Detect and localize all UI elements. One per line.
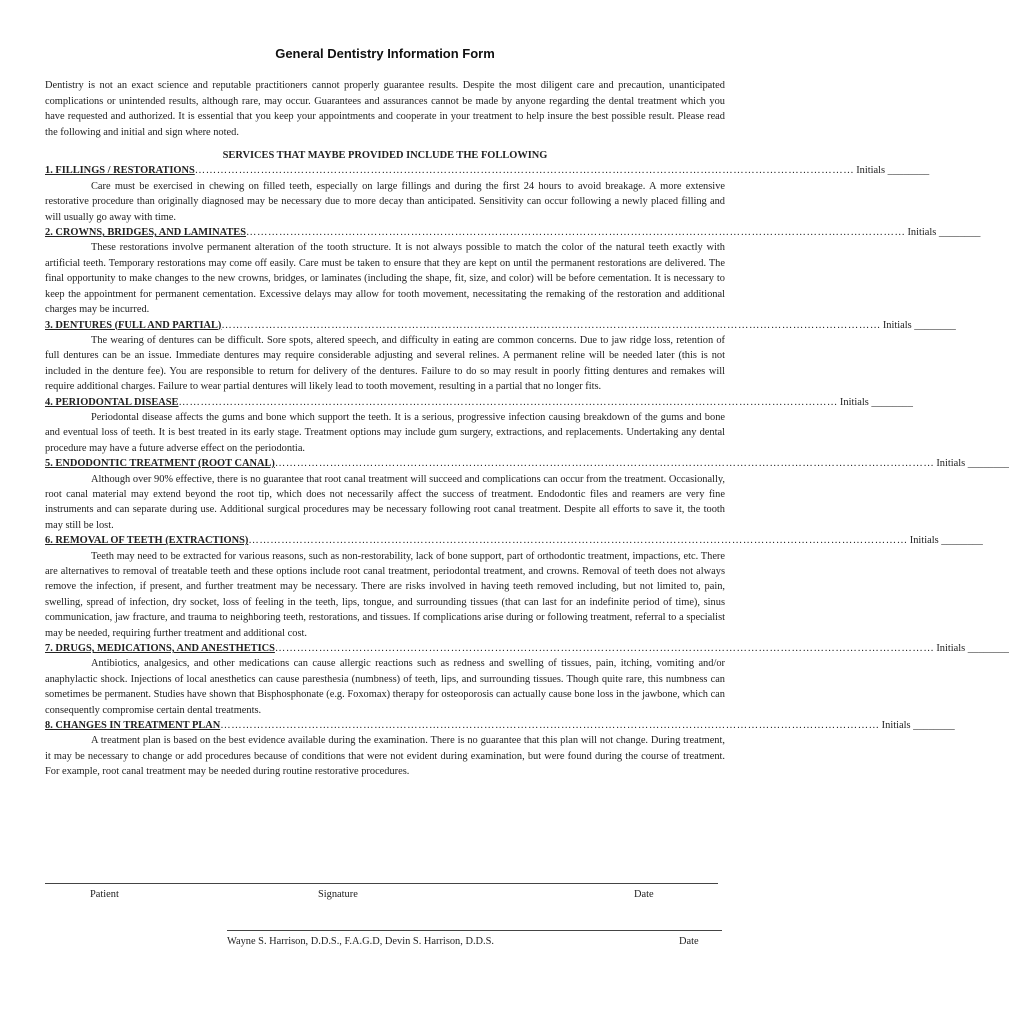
section-body: These restorations involve permanent alteration of the tooth structure. It is not always possible to match the color of the natural teeth exactly with artificial teeth. Temporary restorations may come off easily. Care must be taken to ensure that they are kept on until the permanent restorations are delivered. The final opportunity to make changes to the new crowns, bridges, or laminates (including the shape, fit, size, and color) will be before cementation. It is necessary to keep the appointment for permanent cementation. Excessive delays may allow for tooth movement, necessitating the remaking of the restoration and additional charges may be incurred. (45, 242, 725, 316)
section-heading: 1. FILLINGS / RESTORATIONS (45, 165, 195, 177)
section-heading: 4. PERIODONTAL DISEASE (45, 396, 179, 408)
patient-signature-line[interactable] (45, 883, 718, 884)
initials-field[interactable]: Initials ________ (881, 720, 955, 732)
section (45, 395, 913, 457)
section-heading: 6. REMOVAL OF TEETH (EXTRACTIONS) (45, 535, 249, 547)
section-heading: 3. DENTURES (FULL AND PARTIAL) (45, 319, 222, 331)
dot-leader: ……………………………………………………………………………………………………………………………………………………………… (274, 643, 935, 655)
dot-leader: ……………………………………………………………………………………………………………………………………………………………… (221, 319, 881, 331)
section (45, 456, 1009, 533)
initials-field[interactable]: Initials ________ (909, 535, 983, 547)
doctor-date-label: Date (679, 936, 699, 947)
dot-leader: ……………………………………………………………………………………………………………………………………………………………… (178, 396, 838, 408)
services-heading: SERVICES THAT MAYBE PROVIDED INCLUDE THE FOLLOWING (222, 150, 548, 162)
section (45, 163, 930, 225)
section-heading: 5. ENDODONTIC TREATMENT (ROOT CANAL) (45, 458, 275, 470)
section-heading-row (45, 318, 956, 333)
section-heading-row (45, 163, 930, 178)
section (45, 718, 955, 780)
initials-field[interactable]: Initials ________ (856, 165, 930, 177)
intro-paragraph: Dentistry is not an exact science and reputable practitioners cannot properly guarantee results. Despite the most diligent care and precaution, unanticipated complications or unintended results, although rare, may occur. Guarantees and assurances cannot be made by anyone regarding the dental treatment which you have requested and authorized. It is essential that you keep your appointments and cooperate in your treatment to help insure the best possible result. Please read the following and initial and sign where noted. (45, 80, 725, 138)
section-body: Antibiotics, analgesics, and other medications can cause allergic reactions such as redness and swelling of tissues, pain, itching, vomiting and/or anaphylactic shock. Injections of local anesthetics can cause paresthesia (numbness) of teeth, lips, and surrounding tissues. Though quite rare, this numbness can sometimes be permanent. Studies have shown that Bisphosphonate (e.g. Foxomax) therapy for osteoporosis can actually cause bone loss in the jawbone, which can consequently compromise certain dental treatments. (45, 658, 725, 716)
initials-field[interactable]: Initials ________ (839, 396, 913, 408)
section-body: Although over 90% effective, there is no guarantee that root canal treatment will succeed and complications can occur from the treatment. Occasionally, root canal material may extend beyond the root tip, which does not necessarily affect the success of treatment. Endodontic files and reamers are very fine instruments and can separate during use. Additional surgical procedures may be necessary following root canal treatment. Despite all efforts to save it, the tooth may still be lost. (45, 473, 725, 531)
dot-leader: ……………………………………………………………………………………………………………………………………………………………… (246, 227, 906, 239)
section-heading-row (45, 533, 983, 548)
section (45, 533, 983, 641)
section-body: A treatment plan is based on the best evidence available during the examination. There is no guarantee that this plan will not change. During treatment, it may be necessary to change or add procedures because of conditions that were not evident during examination, but were found during the course of treatment. For example, root canal treatment may be needed during routine restorative procedures. (45, 735, 725, 778)
dot-leader: ……………………………………………………………………………………………………………………………………………………………… (220, 720, 880, 732)
section-body: The wearing of dentures can be difficult. Sore spots, altered speech, and difficulty in eating are common concerns. Due to jaw ridge loss, retention of full dentures can be an issue. Immediate dentures may require considerable adjusting and several relines. A permanent reline will be needed later (this is not included in the denture fee). You are responsible to return for delivery of the dentures. Failure to do so may result in poorly fitting dentures and remakes will require additional charges. Failure to wear partial dentures will likely lead to tooth movement, resulting in a partial that no longer fits. (45, 334, 725, 393)
section-heading: 2. CROWNS, BRIDGES, AND LAMINATES (45, 227, 247, 239)
section (45, 318, 956, 395)
initials-field[interactable]: Initials ________ (907, 227, 981, 239)
section-heading-row (45, 395, 913, 410)
dot-leader: ……………………………………………………………………………………………………………………………………………………………… (248, 535, 908, 547)
section-body: Periodontal disease affects the gums and bone which support the teeth. It is a serious, progressive infection causing breakdown of the gums and bone and eventual loss of teeth. It is best treated in its early stage. Treatment options may include gum surgery, extractions, and replacements. Undertaking any dental procedure may have a future adverse effect on the periodontia. (45, 411, 725, 454)
date-label: Date (634, 889, 654, 900)
section-heading-row (45, 225, 981, 240)
signature-label: Signature (318, 889, 358, 900)
section (45, 225, 981, 317)
form-page (45, 46, 1009, 780)
dot-leader: ……………………………………………………………………………………………………………………………………………………………… (194, 165, 855, 177)
patient-label: Patient (90, 889, 119, 900)
initials-field[interactable]: Initials ________ (936, 458, 1009, 470)
section-heading: 8. CHANGES IN TREATMENT PLAN (45, 720, 221, 732)
section-heading: 7. DRUGS, MEDICATIONS, AND ANESTHETICS (45, 643, 275, 655)
section-body: Care must be exercised in chewing on filled teeth, especially on large fillings and during the first 24 hours to avoid breakage. A more extensive restorative procedure than originally diagnosed may be necessary due to more decay than anticipated. Sensitivity can occur following a newly placed filling and will usually go away with time. (45, 180, 725, 223)
section-heading-row (45, 718, 955, 733)
section-heading-row (45, 641, 1009, 656)
section-heading-row (45, 456, 1009, 471)
section (45, 641, 1009, 718)
section-body: Teeth may need to be extracted for various reasons, such as non-restorability, lack of bone support, part of orthodontic treatment, impactions, etc. There are alternatives to removal of treatable teeth and these options include root canal treatment, periodontal treatment, and crowns. Removal of teeth does not always remove the infection, if present, and further treatment may be necessary. There are risks involved in having teeth removed including, but not limited to, pain, swelling, spread of infection, dry socket, loss of feeling in the teeth, lips, tongue, and surrounding tissues (that can last for an indefinite period of time), sinus communication, jaw fracture, and trauma to neighboring teeth, restorations, and tissues. If complications arise during or following treatment, referral to a specialist may be needed, requiring further treatment and additional cost. (45, 550, 725, 639)
sections-list (45, 163, 1009, 779)
form-title: General Dentistry Information Form (275, 46, 495, 61)
initials-field[interactable]: Initials ________ (936, 643, 1009, 655)
doctor-label: Wayne S. Harrison, D.D.S., F.A.G.D, Devin S. Harrison, D.D.S. (227, 936, 495, 947)
doctor-signature-line[interactable] (227, 930, 722, 931)
initials-field[interactable]: Initials ________ (882, 319, 956, 331)
dot-leader: ……………………………………………………………………………………………………………………………………………………………… (274, 458, 935, 470)
